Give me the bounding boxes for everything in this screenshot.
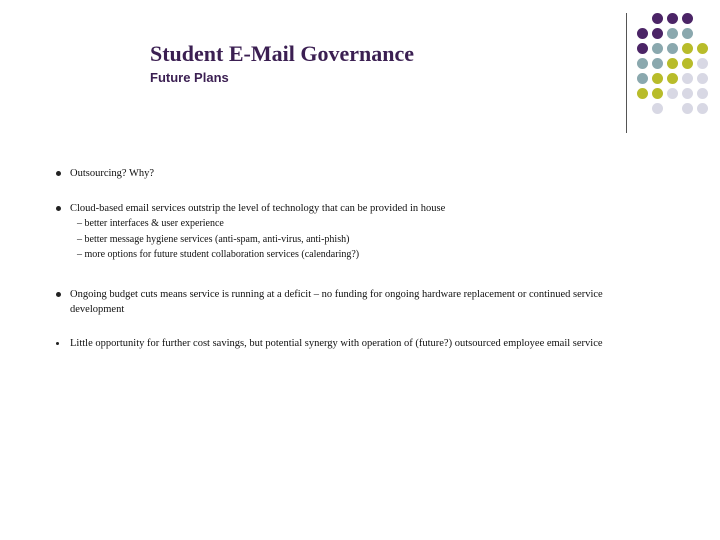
bullet-text: Little opportunity for further cost savings, but potential synergy with operation of (future?) outsourced employee email service [70,338,603,349]
decorative-dot [667,13,678,24]
decorative-dot [697,43,708,54]
sub-bullet-text: – more options for future student collaboration services (calendaring?) [77,249,360,260]
decorative-dot [697,73,708,84]
decorative-dot [637,88,648,99]
decorative-divider-line [626,13,627,133]
decorative-dot [652,13,663,24]
decorative-dot [637,28,648,39]
decorative-dot [682,58,693,69]
bullet-dot-icon [56,171,61,176]
bullet-dot-icon [56,342,59,345]
slide-title: Student E-Mail Governance [150,41,414,66]
decorative-dot [637,58,648,69]
decorative-dot [652,58,663,69]
decorative-dot [652,43,663,54]
bullet-dot-icon [56,292,61,297]
decorative-dot [697,88,708,99]
slide-subtitle: Future Plans [150,70,229,85]
bullet-text: Ongoing budget cuts means service is running at a deficit – no funding for ongoing hardware replacement or continued service development [70,289,603,315]
bullet-item [56,287,616,317]
decorative-dot [682,13,693,24]
decorative-dot [652,103,663,114]
bullet-item [56,166,616,181]
decorative-dot [637,73,648,84]
decorative-dot [652,28,663,39]
decorative-dot [682,43,693,54]
decorative-dot [652,88,663,99]
bullet-text: Outsourcing? Why? [70,168,155,179]
bullet-item [56,201,616,263]
bullet-dot-icon [56,206,61,211]
decorative-dot [682,88,693,99]
decorative-dot [652,73,663,84]
decorative-dot [667,28,678,39]
decorative-dot [697,103,708,114]
decorative-dot [697,58,708,69]
sub-bullet-text: – better message hygiene services (anti-spam, anti-virus, anti-phish) [77,233,350,245]
decorative-dot [682,73,693,84]
sub-bullet-text: – better interfaces & user experience [77,218,224,229]
decorative-dot [682,103,693,114]
decorative-dot [667,43,678,54]
decorative-dot [667,73,678,84]
decorative-dot [682,28,693,39]
bullet-text: Cloud-based email services outstrip the level of technology that can be provided in house [70,203,446,214]
decorative-dot [637,43,648,54]
decorative-dot [667,58,678,69]
bullet-item [56,336,616,351]
decorative-dot [667,88,678,99]
